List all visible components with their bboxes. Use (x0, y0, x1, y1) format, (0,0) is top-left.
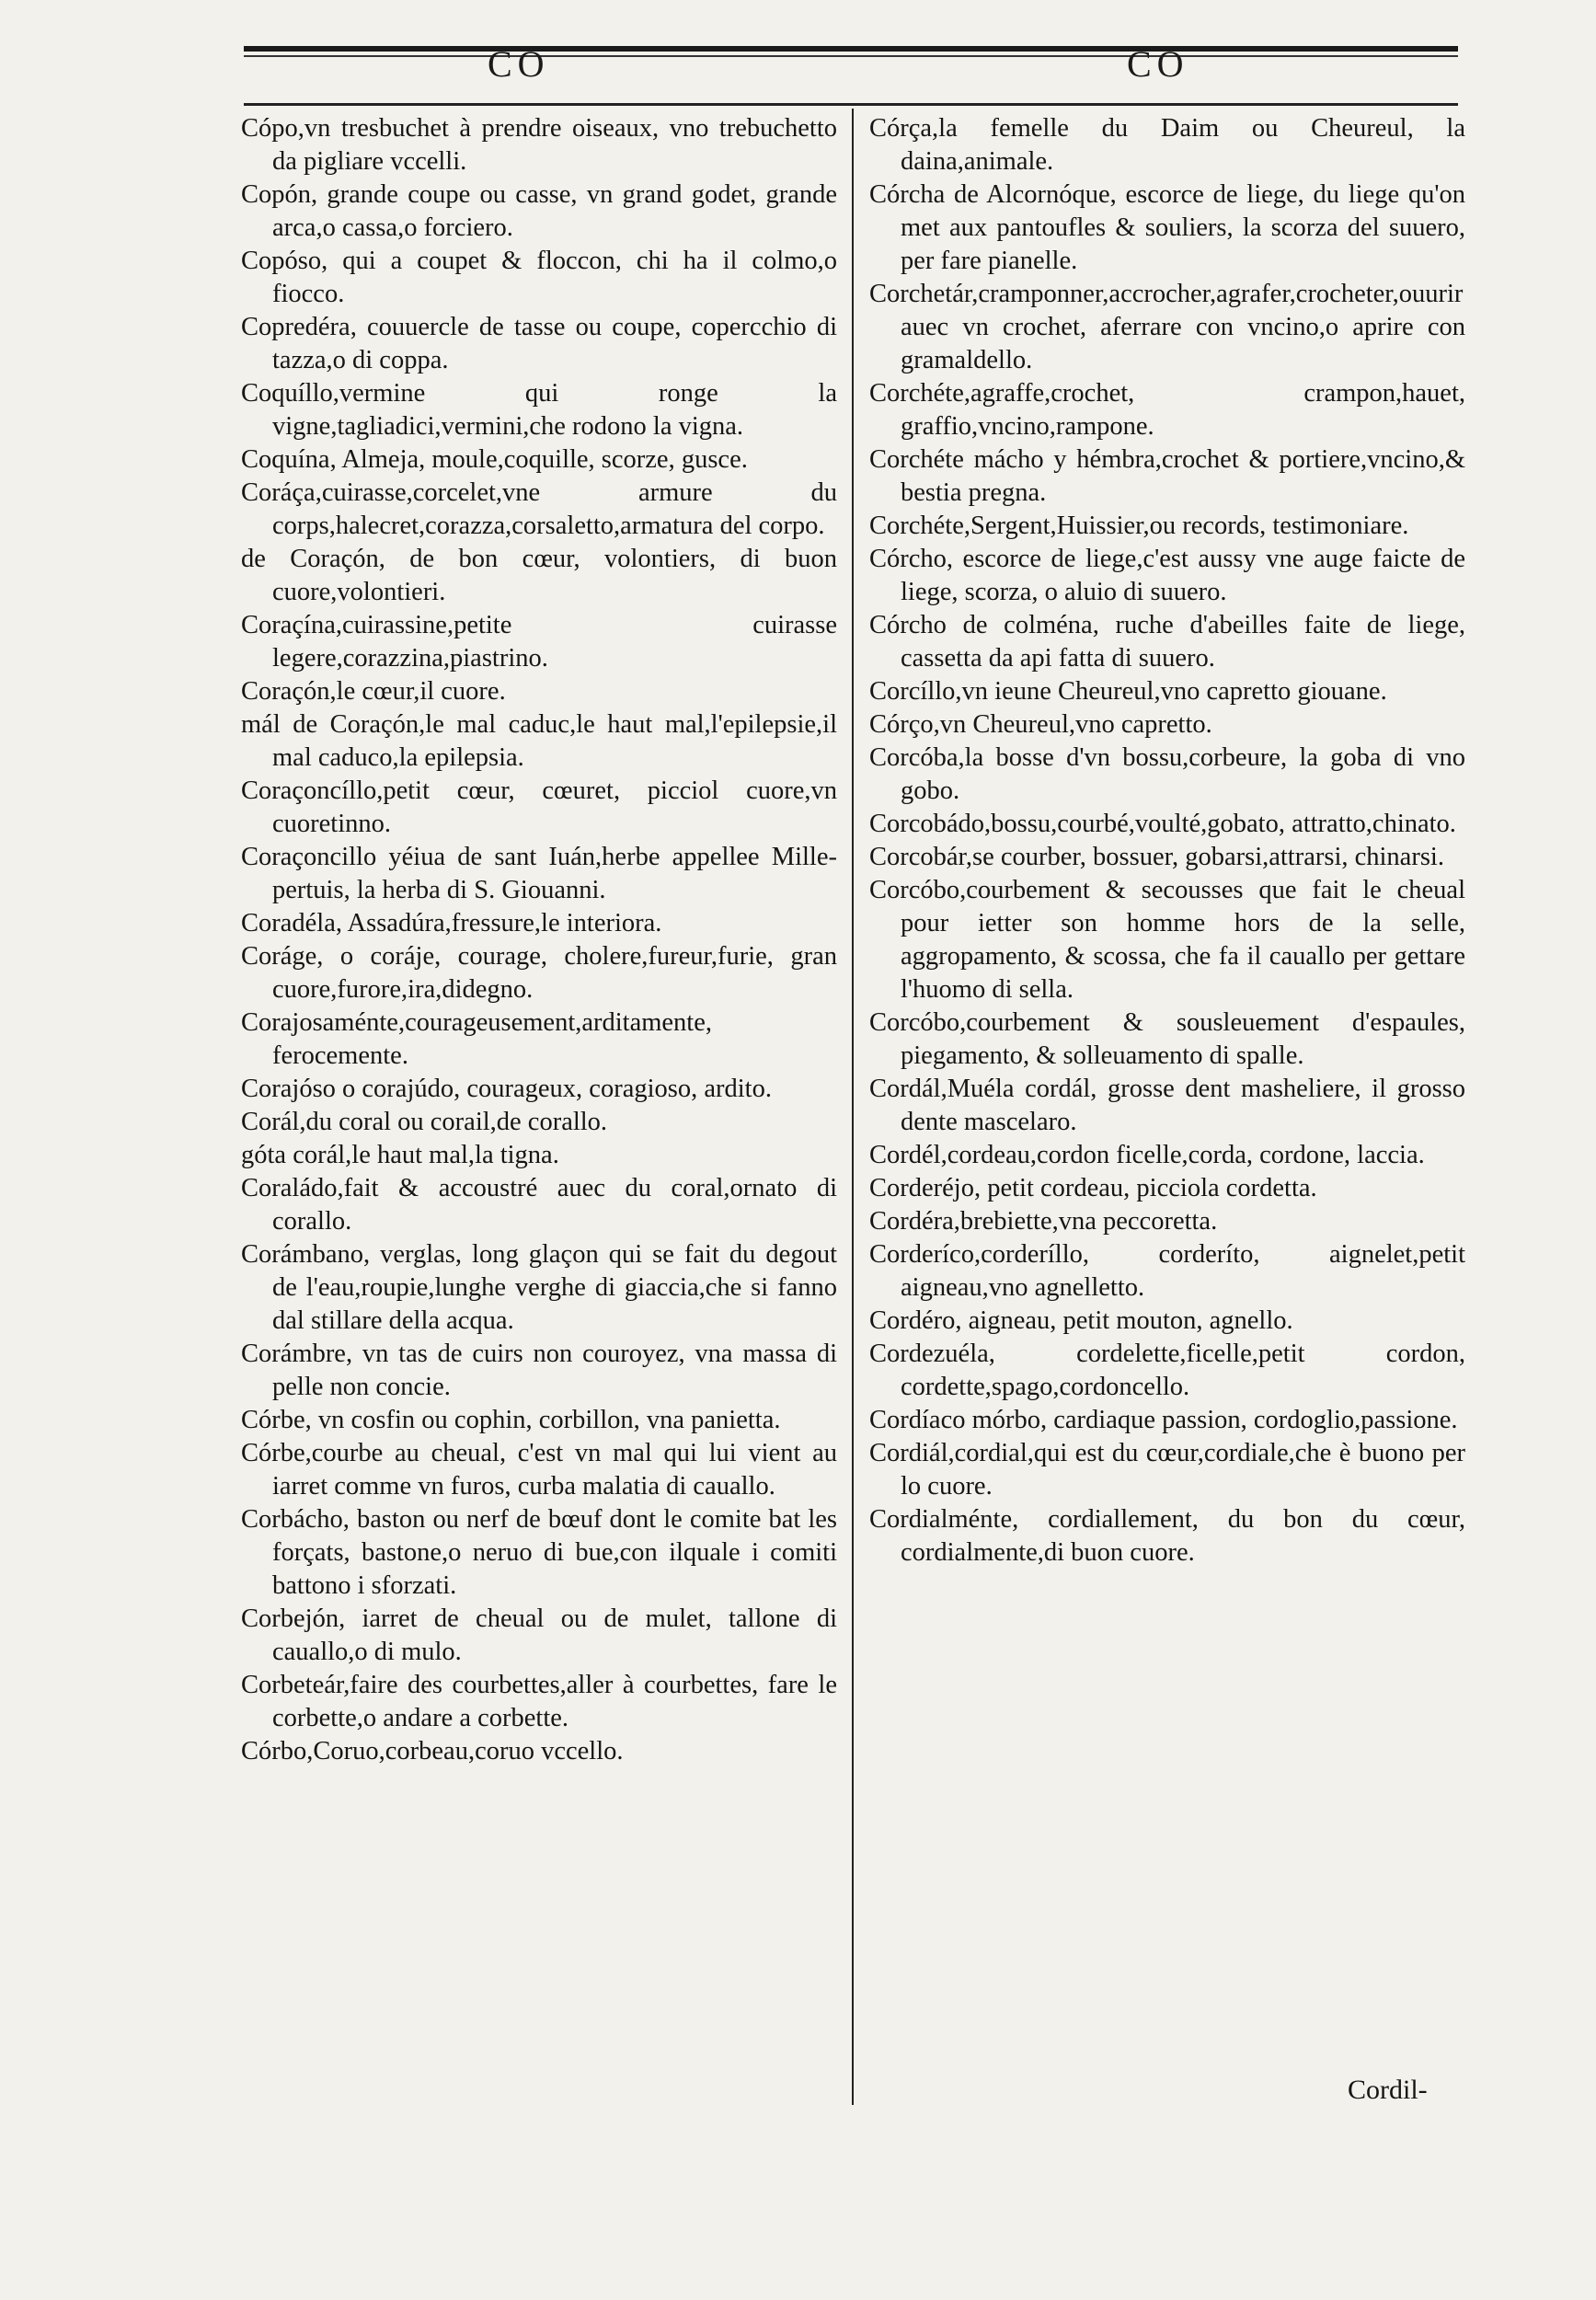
top-rule-thin (244, 55, 1458, 57)
dictionary-entry: Cordéro, aigneau, petit mouton, agnello. (869, 1306, 1293, 1335)
dictionary-entry: Cordiál,cordial,qui est du cœur,cordiale,che è buono per lo cuore. (869, 1439, 1465, 1501)
dictionary-entry: Coraçón,le cœur,il cuore. (241, 677, 506, 706)
dictionary-entry: Córço,vn Cheureul,vno capretto. (869, 710, 1212, 739)
dictionary-entry: Corcobár,se courber, bossuer, gobarsi,attrarsi, chinarsi. (869, 843, 1444, 871)
running-head-right: CO (1127, 43, 1189, 85)
dictionary-entry: góta corál,le haut mal,la tigna. (241, 1141, 559, 1169)
dictionary-entry: Corajóso o corajúdo, courageux, coragioso, ardito. (241, 1075, 772, 1103)
running-head-left: CO (488, 43, 550, 85)
catchword: Cordil- (1348, 2075, 1428, 2105)
dictionary-entry: Corcíllo,vn ieune Cheureul,vno capretto giouane. (869, 677, 1387, 706)
dictionary-entry: Corajosaménte,courageusement,arditamente, ferocemente. (241, 1008, 712, 1070)
dictionary-entry: Cordialménte, cordiallement, du bon du cœur, cordialmente,di buon cuore. (869, 1505, 1465, 1567)
dictionary-entry: Coquíllo,vermine qui ronge la vigne,tagliadici,vermini,che rodono la vigna. (241, 379, 837, 441)
dictionary-entry: Cordél,cordeau,cordon ficelle,corda, cordone, laccia. (869, 1141, 1425, 1169)
dictionary-entry: Corchéte mácho y hémbra,crochet & portiere,vncino,& bestia pregna. (869, 445, 1465, 507)
left-column (241, 112, 837, 1768)
dictionary-entry: Corcobádo,bossu,courbé,voulté,gobato, attratto,chinato. (869, 810, 1456, 838)
dictionary-entry: Córbe, vn cosfin ou cophin, corbillon, vna panietta. (241, 1406, 781, 1434)
dictionary-entry: Corámbre, vn tas de cuirs non couroyez, vna massa di pelle non concie. (241, 1340, 837, 1401)
dictionary-entry: Cordíaco mórbo, cardiaque passion, cordoglio,passione. (869, 1406, 1458, 1434)
dictionary-entry: Coquína, Almeja, moule,coquille, scorze, gusce. (241, 445, 748, 474)
dictionary-entry: Corál,du coral ou corail,de corallo. (241, 1108, 608, 1136)
dictionary-entry: Corchetár,cramponner,accrocher,agrafer,crocheter,ouurir auec vn crochet, aferrare con vncino,o aprire con gramaldello. (869, 280, 1465, 374)
dictionary-entry: Corbejón, iarret de cheual ou de mulet, tallone di cauallo,o di mulo. (241, 1604, 837, 1666)
dictionary-entry: Córcho de colména, ruche d'abeilles faite de liege, cassetta da api fatta di suuero. (869, 611, 1465, 673)
dictionary-entry: Coráça,cuirasse,corcelet,vne armure du corps,halecret,corazza,corsaletto,armatura del corpo. (241, 478, 837, 540)
right-column (869, 112, 1465, 1570)
dictionary-entry: Copón, grande coupe ou casse, vn grand godet, grande arca,o cassa,o forciero. (241, 180, 837, 242)
dictionary-entry: Coraçoncillo yéiua de sant Iuán,herbe appellee Mille-pertuis, la herba di S. Giouanni. (241, 843, 837, 904)
dictionary-entry: Corcóbo,courbement & sousleuement d'espaules, piegamento, & solleuamento di spalle. (869, 1008, 1465, 1070)
header-rule (244, 103, 1458, 106)
dictionary-entry: Cordéra,brebiette,vna peccoretta. (869, 1207, 1218, 1236)
dictionary-entry: Corcóbo,courbement & secousses que fait le cheual pour ietter son homme hors de la selle, aggropamento, & scossa, che fa il cauallo per gettare l'huomo di sella. (869, 876, 1465, 1004)
dictionary-entry: Corcóba,la bosse d'vn bossu,corbeure, la goba di vno gobo. (869, 743, 1465, 805)
dictionary-entry: Córcho, escorce de liege,c'est aussy vne auge faicte de liege, scorza, o aluio di suuero. (869, 545, 1465, 606)
dictionary-entry: Cópo,vn tresbuchet à prendre oiseaux, vno trebuchetto da pigliare vccelli. (241, 114, 837, 176)
dictionary-entry: Cordál,Muéla cordál, grosse dent masheliere, il grosso dente mascelaro. (869, 1075, 1465, 1136)
dictionary-entry: Corbeteár,faire des courbettes,aller à courbettes, fare le corbette,o andare a corbette. (241, 1671, 837, 1732)
dictionary-entry: Coraçína,cuirassine,petite cuirasse legere,corazzina,piastrino. (241, 611, 837, 673)
dictionary-entry: Corderíco,corderíllo, corderíto, aignelet,petit aigneau,vno agnelletto. (869, 1240, 1465, 1302)
dictionary-entry: Córça,la femelle du Daim ou Cheureul, la daina,animale. (869, 114, 1465, 176)
dictionary-entry: Corderéjo, petit cordeau, picciola cordetta. (869, 1174, 1317, 1202)
dictionary-entry: Córbo,Coruo,corbeau,coruo vccello. (241, 1737, 624, 1765)
dictionary-entry: Corbácho, baston ou nerf de bœuf dont le comite bat les forçats, bastone,o neruo di bue,con ilquale i comiti battono i sforzati. (241, 1505, 837, 1600)
dictionary-entry: Córcha de Alcornóque, escorce de liege, du liege qu'on met aux pantoufles & souliers, la scorza del suuero, per fare pianelle. (869, 180, 1465, 275)
column-divider (852, 109, 854, 2105)
dictionary-entry: Coráge, o coráje, courage, cholere,fureur,furie, gran cuore,furore,ira,didegno. (241, 942, 837, 1004)
dictionary-entry: Córbe,courbe au cheual, c'est vn mal qui lui vient au iarret comme vn furos, curba malatia di cauallo. (241, 1439, 837, 1501)
top-rule (244, 46, 1458, 52)
dictionary-entry: Copredéra, couuercle de tasse ou coupe, copercchio di tazza,o di coppa. (241, 313, 837, 374)
dictionary-entry: de Coraçón, de bon cœur, volontiers, di buon cuore,volontieri. (241, 545, 837, 606)
dictionary-entry: Coraçoncíllo,petit cœur, cœuret, picciol cuore,vn cuoretinno. (241, 776, 837, 838)
dictionary-entry: Copóso, qui a coupet & floccon, chi ha il colmo,o fiocco. (241, 247, 837, 308)
dictionary-entry: mál de Coraçón,le mal caduc,le haut mal,l'epilepsie,il mal caduco,la epilepsia. (241, 710, 837, 772)
dictionary-entry: Coraládo,fait & accoustré auec du coral,ornato di corallo. (241, 1174, 837, 1236)
dictionary-entry: Corchéte,Sergent,Huissier,ou records, testimoniare. (869, 512, 1409, 540)
dictionary-entry: Corámbano, verglas, long glaçon qui se fait du degout de l'eau,roupie,lunghe verghe di giaccia,che si fanno dal stillare della acqua. (241, 1240, 837, 1335)
dictionary-entry: Coradéla, Assadúra,fressure,le interiora. (241, 909, 662, 937)
dictionary-entry: Cordezuéla, cordelette,ficelle,petit cordon, cordette,spago,cordoncello. (869, 1340, 1465, 1401)
dictionary-entry: Corchéte,agraffe,crochet, crampon,hauet, graffio,vncino,rampone. (869, 379, 1465, 441)
